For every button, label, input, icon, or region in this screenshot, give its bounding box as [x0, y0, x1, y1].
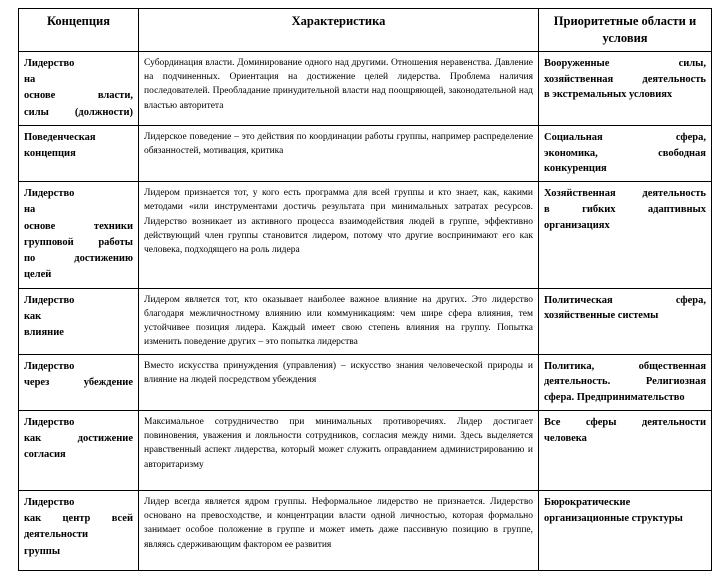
- priority-line: Бюрократические: [544, 496, 631, 508]
- priority-line: деятельность. Религиозная: [544, 376, 706, 388]
- leadership-concepts-table: [18, 8, 712, 571]
- table-row: [19, 354, 712, 410]
- concept-line: согласия: [24, 449, 66, 461]
- priority-cell: [539, 51, 712, 125]
- concept-line: через убеждение: [24, 376, 133, 388]
- priority-line: Социальная сфера,: [544, 131, 706, 143]
- priority-line: в гибких адаптивных: [544, 203, 706, 215]
- priority-line: сфера. Предпринимательство: [544, 392, 685, 404]
- priority-line: экономика, свободная: [544, 147, 706, 159]
- priority-line: хозяйственные системы: [544, 310, 659, 322]
- concept-line: как центр всей: [24, 513, 133, 525]
- priority-cell: [539, 288, 712, 354]
- concept-line: деятельности: [24, 529, 89, 541]
- column-header-concept: Концепция: [19, 9, 139, 52]
- concept-cell: [19, 354, 139, 410]
- concept-line: силы (должности): [24, 106, 133, 118]
- table-row: [19, 490, 712, 570]
- concept-line: целей: [24, 269, 52, 281]
- concept-line: концепция: [24, 148, 76, 160]
- priority-cell: [539, 410, 712, 490]
- priority-line: Политика, общественная: [544, 360, 706, 372]
- concept-line: как достижение: [24, 433, 133, 445]
- priority-line: человека: [544, 432, 587, 444]
- characteristic-cell: Максимальное сотрудничество при минимальных противоречиях. Лидер достигает повиновения, уважения и лояльности сотрудников, согласия между ними. Здесь выделяется нравственный аспект лидерства, который может служить оправданием администрированию и авторитаризму: [139, 410, 539, 490]
- column-header-characteristic: Характеристика: [139, 9, 539, 52]
- concept-line: Лидерство: [24, 188, 75, 200]
- concept-line: на: [24, 74, 36, 86]
- table-header-row: [19, 9, 712, 52]
- characteristic-cell: Лидерское поведение – это действия по координации работы группы, например распределение обязанностей, мотивация, критика: [139, 125, 539, 181]
- priority-line: конкуренция: [544, 163, 607, 175]
- concept-cell: [19, 125, 139, 181]
- table-row: [19, 410, 712, 490]
- concept-line: групповой работы: [24, 236, 133, 248]
- characteristic-cell: Вместо искусства принуждения (управления) – искусство знания человеческой природы и влияние на людей посредством убеждения: [139, 354, 539, 410]
- column-header-priority: Приоритетные области и условия: [539, 9, 712, 52]
- priority-line: организационные структуры: [544, 512, 683, 524]
- concept-cell: [19, 51, 139, 125]
- concept-line: как: [24, 310, 42, 322]
- table-row: [19, 125, 712, 181]
- characteristic-cell: Субординация власти. Доминирование одного над другими. Отношения неравенства. Давление на подчиненных. Ориентация на достижение целей лидерства. Проблема наличия последователей. Преобладание принудительной власти над поощряющей, законодательной над властью авторитета: [139, 51, 539, 125]
- concept-line: влияние: [24, 327, 64, 339]
- concept-line: Лидерство: [24, 496, 75, 508]
- concept-line: основе техники: [24, 220, 133, 232]
- priority-cell: [539, 182, 712, 289]
- concept-line: группы: [24, 545, 61, 557]
- priority-line: в экстремальных условиях: [544, 89, 673, 101]
- concept-line: Лидерство: [24, 294, 75, 306]
- characteristic-cell: Лидер всегда является ядром группы. Неформальное лидерство не признается. Лидерство основано на превосходстве, и концентрации власти одной личностью, которая формально занимает особое положение в группе и может иметь даже пассивную позицию в группе, являясь сдерживающим фактором ее развития: [139, 490, 539, 570]
- concept-line: на: [24, 204, 36, 216]
- table-body: [19, 51, 712, 570]
- priority-cell: [539, 125, 712, 181]
- priority-cell: [539, 490, 712, 570]
- concept-cell: [19, 490, 139, 570]
- priority-line: Политическая сфера,: [544, 294, 706, 306]
- table-header: [19, 9, 712, 52]
- table-row: [19, 182, 712, 289]
- concept-line: Поведенческая: [24, 131, 96, 143]
- concept-cell: [19, 288, 139, 354]
- concept-line: Лидерство: [24, 360, 75, 372]
- characteristic-cell: Лидером признается тот, у кого есть программа для всей группы и кто знает, как, какими методами «или инструментами достичь результата при минимальных затратах ресурсов. Лидерство возникает из активного процесса взаимодействия людей в группе, эффективно действующий член группы становится лидером, потому что другие воспринимают его как человека, подходящего на роль лидера: [139, 182, 539, 289]
- priority-cell: [539, 354, 712, 410]
- concept-cell: [19, 182, 139, 289]
- table-row: [19, 288, 712, 354]
- characteristic-cell: Лидером является тот, кто оказывает наиболее важное влияние на других. Это лидерство благодаря межличностному влиянию или коммуникациям: чем шире сфера влияния, тем устойчивее позиция лидера. Каждый имеет свою степень влияния на группу. Попытка изменить поведение других – это попытка лидерства: [139, 288, 539, 354]
- concept-cell: [19, 410, 139, 490]
- priority-line: Вооруженные силы,: [544, 57, 706, 69]
- priority-line: Все сферы деятельности: [544, 416, 706, 428]
- concept-line: Лидерство: [24, 416, 75, 428]
- concept-line: по достижению: [24, 253, 133, 265]
- concept-line: основе власти,: [24, 90, 133, 102]
- priority-line: Хозяйственная деятельность: [544, 188, 706, 200]
- priority-line: организациях: [544, 219, 610, 231]
- table-row: [19, 51, 712, 125]
- concept-line: Лидерство: [24, 57, 75, 69]
- priority-line: хозяйственная деятельность: [544, 73, 706, 85]
